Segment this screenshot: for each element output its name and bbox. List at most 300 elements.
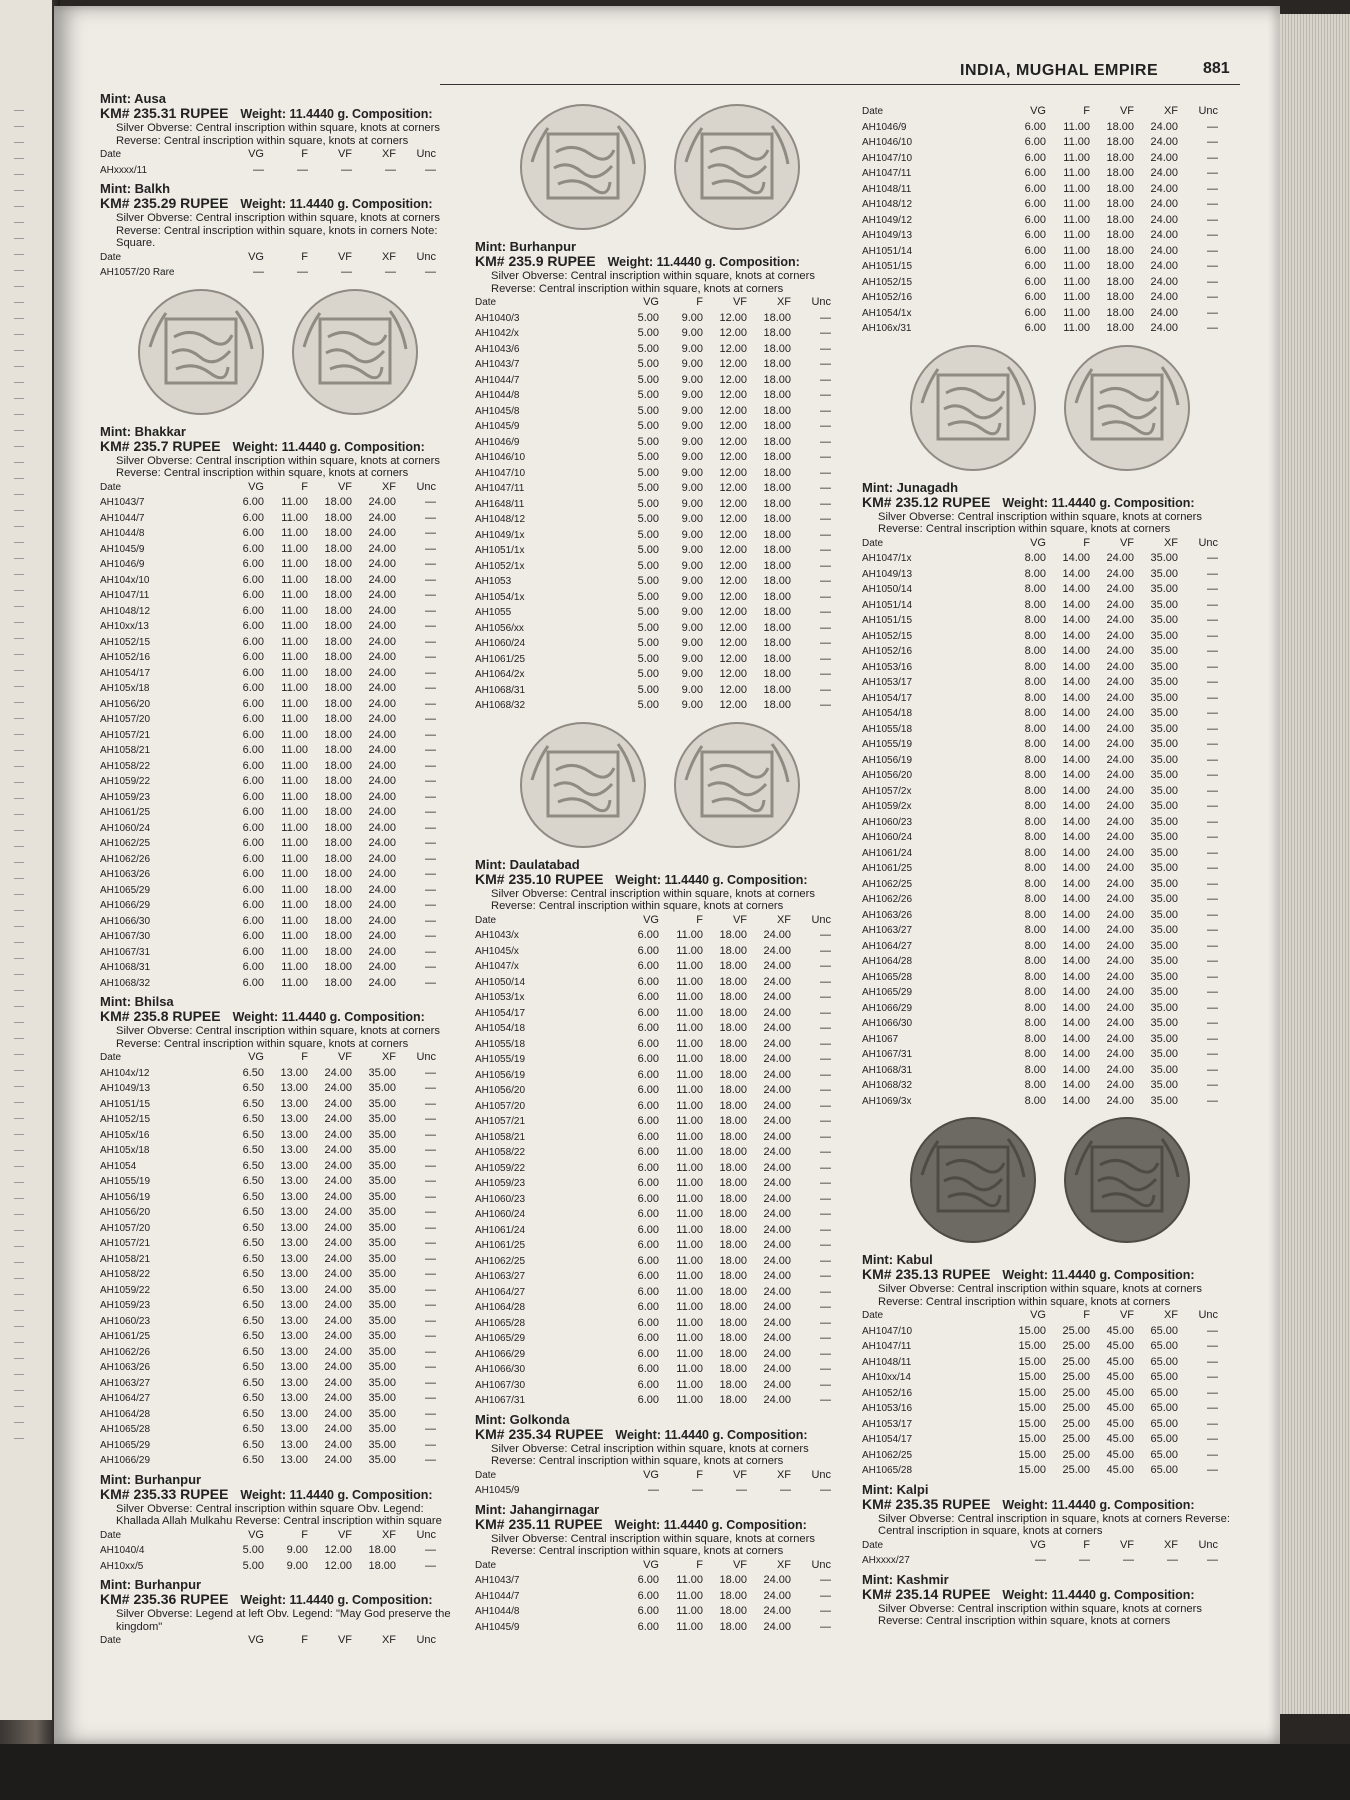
price-table [100, 1050, 436, 1469]
table-row [475, 1589, 831, 1605]
value-cell: 18.00 [324, 604, 352, 617]
value-cell: 24.00 [368, 806, 396, 818]
value-cell: 18.00 [1106, 182, 1134, 195]
value-cell: 18.00 [324, 852, 352, 865]
prev-page-dash [14, 974, 24, 975]
column-header: Unc [1198, 536, 1218, 549]
value-cell: 5.00 [637, 668, 659, 680]
value-cell: 15.00 [1018, 1340, 1046, 1352]
value-cell: 12.00 [719, 652, 747, 665]
description: Silver Obverse: Central inscription within square, knots at corners Reverse: Central inscription within square, knots in corners Note: Square. [116, 212, 440, 249]
value-cell: — [425, 682, 436, 694]
table-row [862, 1386, 1218, 1402]
date-cell: AH1054/1x [862, 307, 912, 319]
prev-page-dash [14, 510, 24, 511]
value-cell: — [820, 1022, 831, 1034]
table-header-row [862, 536, 1218, 552]
date-cell: AH1042/x [475, 328, 519, 339]
column-header: XF [1163, 1538, 1178, 1551]
table-row [862, 939, 1218, 955]
value-cell: 24.00 [763, 1115, 791, 1127]
value-cell: 6.00 [242, 573, 264, 586]
prev-page-dash [14, 910, 24, 911]
table-row [100, 619, 436, 635]
date-cell: AH1045/8 [475, 405, 520, 417]
value-cell: 18.00 [719, 1068, 747, 1081]
column-left [100, 92, 455, 1653]
table-row [862, 1417, 1218, 1433]
date-cell: AH1065/28 [862, 971, 913, 983]
value-cell: — [425, 713, 436, 725]
value-cell: — [425, 527, 436, 539]
date-cell: AH1066/29 [100, 1455, 151, 1466]
value-cell: — [253, 266, 264, 278]
value-cell: 6.50 [242, 1237, 264, 1249]
value-cell: 18.00 [719, 1146, 747, 1158]
date-cell: AH1065/28 [475, 1317, 526, 1329]
date-cell: AH1060/23 [862, 816, 913, 828]
date-cell: AH1047/10 [475, 467, 526, 479]
value-cell: 24.00 [1106, 1063, 1134, 1076]
value-cell: 6.00 [242, 682, 264, 694]
date-cell: AH1065/29 [862, 987, 913, 998]
value-cell: — [820, 1099, 831, 1112]
column-header: VF [1119, 1309, 1134, 1321]
column-header: Unc [416, 1051, 436, 1063]
table-row [862, 613, 1218, 629]
value-cell: — [1207, 1340, 1218, 1352]
value-cell: — [820, 1332, 831, 1344]
value-cell: 9.00 [681, 404, 703, 417]
mint-entry [100, 1473, 455, 1575]
value-cell: 24.00 [1106, 939, 1134, 952]
value-cell: 12.00 [719, 342, 747, 355]
table-row [475, 1331, 831, 1347]
value-cell: 18.00 [719, 1084, 747, 1096]
table-row [475, 1378, 831, 1394]
column-header: XF [1163, 536, 1178, 549]
value-cell: 18.00 [324, 790, 352, 803]
table-row [862, 551, 1218, 567]
date-cell: AHxxxx/27 [862, 1555, 910, 1566]
value-cell: 35.00 [1150, 552, 1178, 564]
value-cell: 24.00 [324, 1175, 352, 1187]
value-cell: — [1207, 970, 1218, 983]
value-cell: 18.00 [324, 868, 352, 880]
km-heading [475, 872, 845, 888]
value-cell: 11.00 [676, 1053, 703, 1065]
prev-page-dash [14, 1102, 24, 1103]
value-cell: — [820, 311, 831, 324]
value-cell: 8.00 [1024, 691, 1046, 704]
mint-entry [100, 1578, 455, 1649]
date-cell: AH1060/24 [100, 822, 151, 834]
value-cell: — [820, 544, 831, 556]
value-cell: — [692, 1484, 703, 1496]
value-cell: 35.00 [368, 1097, 396, 1110]
date-cell: AH1058/22 [475, 1147, 526, 1158]
value-cell: 18.00 [324, 589, 352, 601]
value-cell: — [820, 404, 831, 417]
price-table [100, 250, 436, 281]
prev-page-dash [14, 1390, 24, 1391]
value-cell: 24.00 [763, 1068, 791, 1081]
prev-page-dash [14, 1182, 24, 1183]
description: Silver Obverse: Central inscription in square, knots at corners Reverse: Central inscription in square, knots at corners [878, 1512, 1230, 1537]
value-cell: — [820, 991, 831, 1003]
value-cell: 18.00 [763, 559, 791, 572]
column-header: Date [100, 1052, 122, 1063]
value-cell: 24.00 [1106, 908, 1134, 921]
coin-images [475, 720, 845, 850]
date-cell: AH1048/11 [862, 1356, 912, 1368]
value-cell: 24.00 [1150, 260, 1178, 272]
value-cell: — [820, 575, 831, 587]
date-cell: AH1044/8 [475, 390, 520, 401]
coin-images [100, 287, 455, 417]
date-cell: AH1068/32 [862, 1080, 913, 1091]
prev-page-dash [14, 1038, 24, 1039]
table-row [100, 1407, 436, 1423]
value-cell: — [1207, 676, 1218, 688]
value-cell: 11.00 [281, 635, 308, 648]
value-cell: 35.00 [1150, 707, 1178, 719]
prev-page-dash [14, 574, 24, 575]
value-cell: 5.00 [637, 435, 659, 448]
value-cell: 11.00 [1063, 213, 1090, 226]
value-cell: 24.00 [763, 1605, 791, 1617]
column-header: Unc [416, 1634, 436, 1646]
value-cell: 6.00 [637, 1022, 659, 1034]
date-cell: AH1057/2x [862, 785, 912, 797]
weight-composition: Weight: 11.4440 g. Composition: [615, 1427, 808, 1442]
value-cell: 11.00 [676, 1589, 703, 1602]
value-cell: — [820, 1239, 831, 1251]
value-cell: 14.00 [1062, 1001, 1090, 1014]
prev-page-dash [14, 542, 24, 543]
prev-page-dash [14, 718, 24, 719]
column-header: VF [732, 296, 747, 308]
prev-page-dash [14, 350, 24, 351]
table-header-row [100, 1050, 436, 1066]
date-cell: AH1066/30 [862, 1018, 913, 1029]
date-cell: AH1066/29 [862, 1002, 913, 1014]
value-cell: — [425, 775, 436, 787]
description: Silver Obverse: Central inscription within square, knots at corners Reverse: Central inscription within square, knots at corners [491, 887, 815, 912]
column-header: XF [776, 296, 791, 308]
date-cell: AH1052/15 [100, 636, 151, 648]
value-cell: 11.00 [676, 1130, 703, 1143]
prev-page-dash [14, 798, 24, 799]
value-cell: 6.00 [1024, 151, 1046, 164]
table-header-row [100, 1633, 436, 1649]
value-cell: 6.00 [242, 635, 264, 648]
date-cell: AH1043/7 [475, 359, 520, 370]
value-cell: — [820, 435, 831, 448]
value-cell: 14.00 [1062, 645, 1090, 657]
value-cell: 35.00 [1150, 629, 1178, 642]
value-cell: 45.00 [1106, 1371, 1134, 1383]
value-cell: 11.00 [676, 1301, 703, 1313]
date-cell: AH1063/26 [100, 1362, 151, 1373]
value-cell: 11.00 [676, 1254, 703, 1267]
value-cell: — [1207, 660, 1218, 673]
column-header: VF [1119, 536, 1134, 549]
date-cell: AH1047/1x [862, 553, 912, 564]
value-cell: 13.00 [280, 1144, 308, 1156]
value-cell: — [1207, 260, 1218, 272]
column-header: F [1083, 1309, 1090, 1321]
value-cell: — [1207, 738, 1218, 750]
prev-page-dash [14, 414, 24, 415]
value-cell: 14.00 [1062, 877, 1090, 890]
column-header: XF [381, 480, 396, 493]
table-row [862, 985, 1218, 1001]
denomination: RUPEE [172, 437, 221, 454]
value-cell: 6.50 [242, 1299, 264, 1311]
value-cell: — [1207, 322, 1218, 334]
value-cell: 8.00 [1024, 1048, 1046, 1060]
value-cell: 6.00 [637, 1223, 659, 1236]
mint-entry [100, 182, 455, 417]
value-cell: — [425, 1438, 436, 1451]
date-cell: AH1062/25 [475, 1255, 526, 1267]
date-cell: AH1054/18 [475, 1023, 526, 1034]
value-cell: 8.00 [1024, 645, 1046, 657]
value-cell: — [341, 163, 352, 176]
value-cell: — [820, 1146, 831, 1158]
table-row [862, 1448, 1218, 1464]
column-middle [475, 96, 845, 1639]
value-cell: — [820, 342, 831, 355]
value-cell: — [1207, 908, 1218, 921]
value-cell: 24.00 [1106, 893, 1134, 905]
table-row [100, 1438, 436, 1454]
value-cell: — [820, 1301, 831, 1313]
mint-name: Mint: Junagadh [862, 479, 959, 495]
date-cell: AH1044/8 [475, 1606, 520, 1617]
value-cell: 6.50 [242, 1159, 264, 1172]
value-cell: 6.00 [242, 697, 264, 710]
value-cell: 18.00 [763, 652, 791, 665]
mint-entry [475, 102, 845, 714]
value-cell: 35.00 [368, 1175, 396, 1187]
value-cell: 6.00 [1024, 275, 1046, 288]
prev-page-dash [14, 174, 24, 175]
description: Silver Obverse: Legend at left Obv. Legend: "May God preserve the kingdom" [116, 1608, 451, 1633]
value-cell: 18.00 [763, 699, 791, 711]
date-cell: AH1043/7 [475, 1575, 520, 1586]
value-cell: 12.00 [719, 389, 747, 401]
column-right [862, 104, 1237, 1632]
value-cell: 18.00 [324, 899, 352, 911]
table-header-row [100, 480, 436, 496]
value-cell: 6.00 [637, 1378, 659, 1391]
weight-composition: Weight: 11.4440 g. Composition: [614, 1517, 807, 1532]
date-cell: AH1063/26 [100, 869, 151, 880]
value-cell: 13.00 [280, 1252, 308, 1265]
value-cell: — [425, 496, 436, 508]
value-cell: — [1207, 120, 1218, 133]
value-cell: 6.00 [637, 1068, 659, 1081]
denomination: RUPEE [180, 1485, 229, 1502]
table-row [475, 928, 831, 944]
km-number: KM# 235.29 [100, 195, 177, 211]
value-cell: 35.00 [1150, 986, 1178, 998]
value-cell: 6.50 [242, 1423, 264, 1435]
column-header: VF [337, 250, 352, 263]
column-header: Date [475, 914, 497, 926]
date-cell: AH1058/21 [475, 1131, 526, 1143]
value-cell: 13.00 [280, 1066, 308, 1079]
column-header: VF [337, 148, 352, 160]
value-cell: 24.00 [1106, 567, 1134, 580]
value-cell: — [820, 929, 831, 941]
value-cell: 14.00 [1062, 939, 1090, 952]
table-row [475, 1192, 831, 1208]
table-row [100, 945, 436, 961]
value-cell: 12.00 [719, 327, 747, 339]
value-cell: — [1207, 1464, 1218, 1476]
value-cell: — [425, 1066, 436, 1079]
value-cell: — [820, 528, 831, 541]
value-cell: — [820, 513, 831, 525]
value-cell: 11.00 [676, 975, 703, 988]
value-cell: 6.00 [242, 620, 264, 632]
value-cell: 5.00 [637, 621, 659, 634]
value-cell: 35.00 [1150, 1048, 1178, 1060]
value-cell: 11.00 [676, 960, 703, 972]
value-cell: 11.00 [676, 929, 703, 941]
prev-page-dash [14, 1358, 24, 1359]
table-row [862, 275, 1218, 291]
column-header: Unc [811, 1558, 831, 1571]
value-cell: 35.00 [1150, 800, 1178, 812]
table-row [475, 326, 831, 342]
km-heading [475, 254, 845, 270]
mint-entry [862, 343, 1237, 1110]
prev-page-dash [14, 622, 24, 623]
value-cell: 18.00 [1106, 120, 1134, 133]
value-cell: — [1207, 893, 1218, 905]
value-cell: 18.00 [324, 511, 352, 524]
description: Silver Obverse: Central inscription within square, knots at corners Reverse: Central inscription within square, knots at corners [878, 1602, 1202, 1627]
value-cell: 11.00 [676, 1620, 703, 1633]
value-cell: 24.00 [1106, 769, 1134, 781]
denomination: RUPEE [942, 1495, 991, 1512]
date-cell: AH1040/4 [100, 1545, 145, 1556]
value-cell: 35.00 [1150, 815, 1178, 828]
value-cell: 24.00 [1150, 120, 1178, 133]
table-row [475, 559, 831, 575]
value-cell: 24.00 [324, 1252, 352, 1265]
value-cell: 24.00 [763, 1177, 791, 1189]
table-header-row [862, 1308, 1218, 1324]
value-cell: 24.00 [763, 1208, 791, 1220]
value-cell: 45.00 [1106, 1464, 1134, 1476]
value-cell: 6.00 [637, 1394, 659, 1406]
value-cell: 9.00 [681, 466, 703, 479]
table-row [100, 650, 436, 666]
date-cell: AH1061/25 [100, 807, 151, 818]
table-row [100, 557, 436, 573]
date-cell: AH1047/11 [475, 483, 525, 494]
value-cell: 18.00 [763, 528, 791, 541]
value-cell: 6.00 [242, 511, 264, 524]
value-cell: 6.00 [1024, 260, 1046, 272]
value-cell: 13.00 [280, 1423, 308, 1435]
table-row [100, 1143, 436, 1159]
value-cell: 11.00 [676, 1270, 703, 1282]
date-cell: AH1063/27 [862, 925, 913, 936]
date-cell: AH1062/25 [100, 838, 151, 849]
table-row [475, 435, 831, 451]
value-cell: 18.00 [1106, 136, 1134, 148]
value-cell: 11.00 [281, 604, 308, 617]
value-cell: 6.00 [242, 837, 264, 849]
value-cell: 18.00 [324, 883, 352, 896]
date-cell: AH105x/16 [100, 1129, 150, 1141]
value-cell: 35.00 [1150, 722, 1178, 735]
value-cell: — [1207, 614, 1218, 626]
value-cell: 24.00 [324, 1221, 352, 1234]
value-cell: 6.00 [637, 1270, 659, 1282]
value-cell: 24.00 [368, 961, 396, 973]
value-cell: 35.00 [368, 1454, 396, 1466]
value-cell: 35.00 [368, 1345, 396, 1358]
value-cell: 24.00 [324, 1159, 352, 1172]
value-cell: 24.00 [368, 496, 396, 508]
date-cell: AH1054/1x [475, 591, 525, 603]
value-cell: 6.00 [1024, 120, 1046, 133]
value-cell: 8.00 [1024, 1079, 1046, 1091]
value-cell: 6.00 [637, 929, 659, 941]
coin-image [290, 287, 420, 417]
value-cell: 6.00 [637, 1084, 659, 1096]
value-cell: 35.00 [1150, 846, 1178, 859]
value-cell: 18.00 [719, 975, 747, 988]
table-row [100, 960, 436, 976]
value-cell: 24.00 [324, 1438, 352, 1451]
value-cell: 5.00 [242, 1559, 264, 1572]
table-row [100, 852, 436, 868]
table-row [862, 135, 1218, 151]
value-cell: — [425, 1407, 436, 1420]
value-cell: — [820, 1574, 831, 1586]
value-cell: 6.50 [242, 1283, 264, 1296]
value-cell: 8.00 [1024, 567, 1046, 580]
value-cell: 25.00 [1062, 1324, 1090, 1337]
value-cell: 11.00 [1063, 306, 1090, 319]
value-cell: 12.00 [324, 1559, 352, 1572]
column-header: VF [732, 913, 747, 926]
km-number: KM# 235.35 [862, 1495, 939, 1512]
column-header: VG [248, 148, 264, 160]
table-row [100, 1081, 436, 1097]
value-cell: 18.00 [324, 837, 352, 849]
column-header: VG [643, 1558, 659, 1571]
value-cell: — [297, 163, 308, 176]
value-cell: — [820, 1053, 831, 1065]
value-cell: 35.00 [368, 1314, 396, 1327]
value-cell: 18.00 [719, 991, 747, 1003]
value-cell: — [1207, 939, 1218, 952]
date-cell: AH1064/28 [862, 956, 913, 967]
value-cell: — [425, 976, 436, 989]
value-cell: 9.00 [681, 699, 703, 711]
column-header: VG [643, 296, 659, 308]
value-cell: 9.00 [681, 559, 703, 572]
